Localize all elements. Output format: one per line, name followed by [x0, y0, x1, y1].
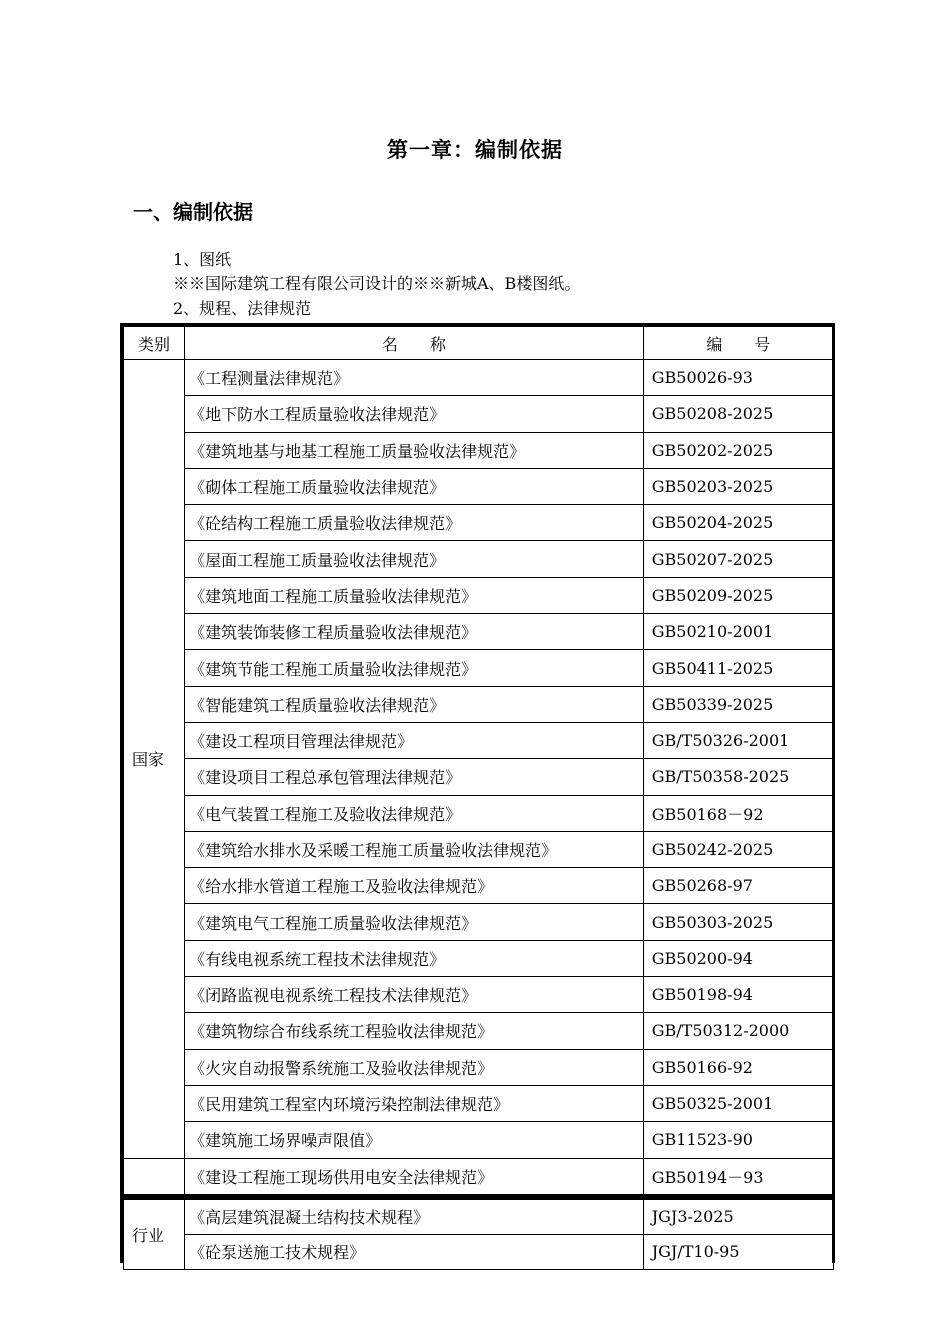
- standard-code-cell: GB50200-94: [643, 940, 833, 976]
- standard-code-cell: GB50325-2001: [643, 1085, 833, 1121]
- standard-code-cell: GB50242-2025: [643, 831, 833, 867]
- table-row: [124, 541, 834, 577]
- standard-name-cell: 《地下防水工程质量验收法律规范》: [185, 396, 644, 432]
- table-row: [124, 759, 834, 795]
- standard-name-cell: 《有线电视系统工程技术法律规范》: [185, 940, 644, 976]
- table-row: [124, 1122, 834, 1158]
- table-row: [124, 1049, 834, 1085]
- standard-name-cell: 《建设工程项目管理法律规范》: [185, 722, 644, 758]
- table-row: [124, 396, 834, 432]
- standard-name-cell: 《工程测量法律规范》: [185, 360, 644, 396]
- category-cell-industry: 行业: [124, 1197, 185, 1270]
- table-row: [124, 650, 834, 686]
- table-row: [124, 360, 834, 396]
- table-row: [124, 577, 834, 613]
- standard-code-cell: GB/T50358-2025: [643, 759, 833, 795]
- standard-name-cell: 《建筑物综合布线系统工程验收法律规范》: [185, 1013, 644, 1049]
- standard-name-cell: 《屋面工程施工质量验收法律规范》: [185, 541, 644, 577]
- standard-code-cell: GB50303-2025: [643, 904, 833, 940]
- paragraph-drawings-heading: 1、图纸: [173, 250, 232, 269]
- standard-name-cell: 《砌体工程施工质量验收法律规范》: [185, 468, 644, 504]
- table-row: [124, 686, 834, 722]
- standard-code-cell: GB50411-2025: [643, 650, 833, 686]
- table-row: [124, 1013, 834, 1049]
- standard-code-cell: JGJ/T10-95: [643, 1234, 833, 1269]
- table-row: [124, 977, 834, 1013]
- table-row: [124, 904, 834, 940]
- standard-name-cell: 《给水排水管道工程施工及验收法律规范》: [185, 868, 644, 904]
- standard-name-cell: 《建筑装饰装修工程质量验收法律规范》: [185, 614, 644, 650]
- table-row: [124, 722, 834, 758]
- standard-code-cell: GB50166-92: [643, 1049, 833, 1085]
- standard-name-cell: 《电气装置工程施工及验收法律规范》: [185, 795, 644, 831]
- standard-code-cell: GB50198-94: [643, 977, 833, 1013]
- table-row: [124, 940, 834, 976]
- standard-name-cell: 《闭路监视电视系统工程技术法律规范》: [185, 977, 644, 1013]
- table-row: [124, 1234, 834, 1269]
- standard-name-cell: 《砼泵送施工技术规程》: [185, 1234, 644, 1269]
- header-code: 编 号: [643, 327, 833, 360]
- table-header-row: [124, 327, 834, 360]
- standard-code-cell: GB50208-2025: [643, 396, 833, 432]
- standard-code-cell: JGJ3-2025: [643, 1197, 833, 1235]
- category-cell-national: 国家: [124, 360, 185, 1159]
- section-heading: 一、编制依据: [133, 200, 253, 224]
- standard-code-cell: GB50204-2025: [643, 505, 833, 541]
- header-category: 类别: [124, 327, 185, 360]
- standard-code-cell: GB50202-2025: [643, 432, 833, 468]
- standard-name-cell: 《建筑给水排水及采暖工程施工质量验收法律规范》: [185, 831, 644, 867]
- standard-code-cell: GB50339-2025: [643, 686, 833, 722]
- standard-name-cell: 《高层建筑混凝土结构技术规程》: [185, 1197, 644, 1235]
- standard-code-cell: GB/T50326-2001: [643, 722, 833, 758]
- table-row: [124, 795, 834, 831]
- standards-table: [120, 323, 835, 1263]
- standard-name-cell: 《建筑电气工程施工质量验收法律规范》: [185, 904, 644, 940]
- standard-code-cell: GB50026-93: [643, 360, 833, 396]
- table-row: [124, 1197, 834, 1235]
- paragraph-drawings-desc: ※※国际建筑工程有限公司设计的※※新城A、B楼图纸。: [173, 274, 581, 293]
- header-name: 名 称: [185, 327, 644, 360]
- standard-name-cell: 《民用建筑工程室内环境污染控制法律规范》: [185, 1085, 644, 1121]
- table-row: [124, 1085, 834, 1121]
- standard-code-cell: GB/T50312-2000: [643, 1013, 833, 1049]
- table-row: [124, 505, 834, 541]
- standard-name-cell: 《建设工程施工现场供用电安全法律规范》: [185, 1158, 644, 1197]
- table-row: [124, 868, 834, 904]
- table-row: [124, 432, 834, 468]
- table-row: [124, 614, 834, 650]
- paragraph-standards-heading: 2、规程、法律规范: [173, 299, 312, 318]
- standard-code-cell: GB50168－92: [643, 795, 833, 831]
- category-cell-empty: [124, 1158, 185, 1197]
- table-row: [124, 831, 834, 867]
- standard-name-cell: 《建筑节能工程施工质量验收法律规范》: [185, 650, 644, 686]
- chapter-title: 第一章：编制依据: [387, 138, 563, 162]
- standard-name-cell: 《砼结构工程施工质量验收法律规范》: [185, 505, 644, 541]
- table-row: [124, 468, 834, 504]
- standard-name-cell: 《建筑施工场界噪声限值》: [185, 1122, 644, 1158]
- standard-name-cell: 《建筑地面工程施工质量验收法律规范》: [185, 577, 644, 613]
- table-row: [124, 1158, 834, 1197]
- standard-code-cell: GB50209-2025: [643, 577, 833, 613]
- standard-code-cell: GB50207-2025: [643, 541, 833, 577]
- standard-name-cell: 《建筑地基与地基工程施工质量验收法律规范》: [185, 432, 644, 468]
- standard-code-cell: GB11523-90: [643, 1122, 833, 1158]
- standard-code-cell: GB50268-97: [643, 868, 833, 904]
- standard-name-cell: 《智能建筑工程质量验收法律规范》: [185, 686, 644, 722]
- standard-code-cell: GB50194－93: [643, 1158, 833, 1197]
- standard-code-cell: GB50210-2001: [643, 614, 833, 650]
- standard-name-cell: 《建设项目工程总承包管理法律规范》: [185, 759, 644, 795]
- standard-code-cell: GB50203-2025: [643, 468, 833, 504]
- standard-name-cell: 《火灾自动报警系统施工及验收法律规范》: [185, 1049, 644, 1085]
